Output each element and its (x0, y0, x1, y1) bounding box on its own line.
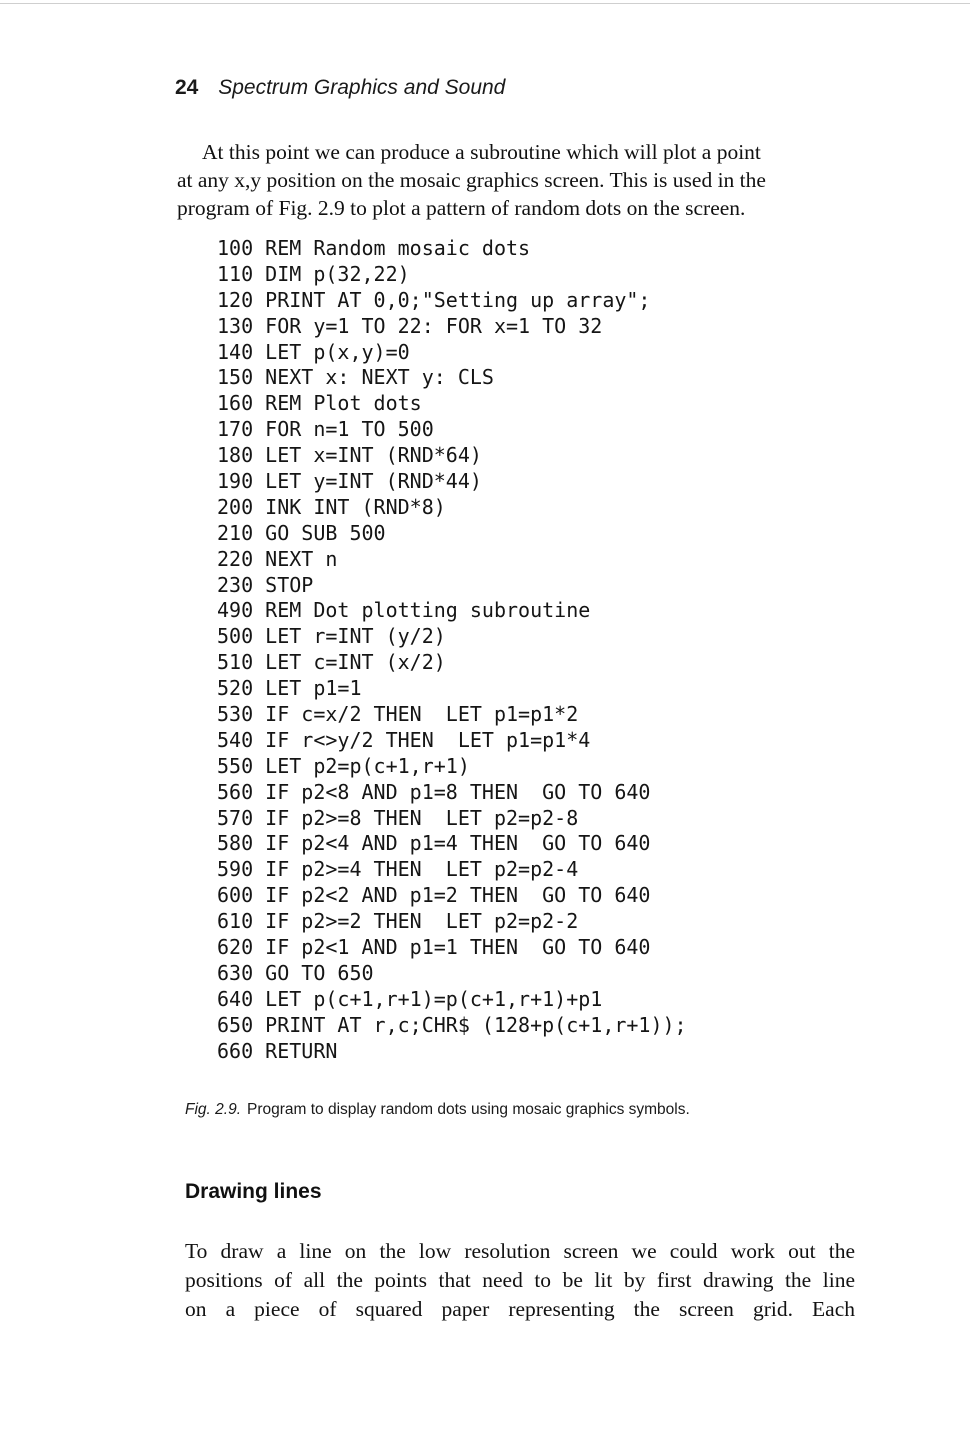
code-line: 230 STOP (217, 572, 314, 597)
intro-line: at any x,y position on the mosaic graphics screen. This is used in the (177, 168, 766, 192)
section-heading: Drawing lines (185, 1180, 322, 1203)
code-line: 620 IF p2<1 AND p1=1 THEN GO TO 640 (217, 935, 651, 960)
figure-caption-text: Program to display random dots using mosaic graphics symbols. (247, 1101, 690, 1118)
code-line: 170 FOR n=1 TO 500 (217, 417, 434, 442)
code-line: 540 IF r<>y/2 THEN LET p1=p1*4 (217, 727, 591, 752)
page-header (175, 76, 505, 100)
figure-caption (185, 1101, 690, 1119)
code-line: 590 IF p2>=4 THEN LET p2=p2-4 (217, 857, 579, 882)
code-line: 530 IF c=x/2 THEN LET p1=p1*2 (217, 702, 579, 727)
code-line: 520 LET p1=1 (217, 676, 362, 701)
code-line: 500 LET r=INT (y/2) (217, 624, 446, 649)
code-line: 200 INK INT (RND*8) (217, 494, 446, 519)
body-line: on a piece of squared paper representing the screen grid. Each (185, 1297, 855, 1321)
code-line: 110 DIM p(32,22) (217, 261, 410, 286)
code-line: 190 LET y=INT (RND*44) (217, 469, 482, 494)
code-line: 120 PRINT AT 0,0;"Setting up array"; (217, 287, 651, 312)
code-line: 650 PRINT AT r,c;CHR$ (128+p(c+1,r+1)); (217, 1012, 687, 1037)
code-line: 220 NEXT n (217, 546, 338, 571)
code-line: 180 LET x=INT (RND*64) (217, 443, 482, 468)
intro-paragraph (177, 138, 857, 222)
intro-line: program of Fig. 2.9 to plot a pattern of random dots on the screen. (177, 196, 746, 220)
running-title: Spectrum Graphics and Sound (218, 76, 506, 99)
code-line: 600 IF p2<2 AND p1=2 THEN GO TO 640 (217, 883, 651, 908)
body-paragraph (185, 1237, 855, 1324)
page-number: 24 (175, 76, 199, 99)
code-line: 510 LET c=INT (x/2) (217, 650, 446, 675)
code-line: 630 GO TO 650 (217, 960, 374, 985)
body-line: positions of all the points that need to be lit by first drawing the line (185, 1268, 855, 1292)
code-line: 580 IF p2<4 AND p1=4 THEN GO TO 640 (217, 831, 651, 856)
code-line: 570 IF p2>=8 THEN LET p2=p2-8 (217, 805, 579, 830)
code-line: 560 IF p2<8 AND p1=8 THEN GO TO 640 (217, 779, 651, 804)
code-line: 640 LET p(c+1,r+1)=p(c+1,r+1)+p1 (217, 986, 603, 1011)
code-line: 660 RETURN (217, 1038, 338, 1063)
code-line: 210 GO SUB 500 (217, 520, 386, 545)
program-listing (217, 236, 687, 1065)
body-line: To draw a line on the low resolution screen we could work out the (185, 1239, 855, 1263)
code-line: 550 LET p2=p(c+1,r+1) (217, 753, 470, 778)
figure-label: Fig. 2.9. (185, 1101, 241, 1118)
code-line: 150 NEXT x: NEXT y: CLS (217, 365, 494, 390)
code-line: 490 REM Dot plotting subroutine (217, 598, 591, 623)
code-line: 140 LET p(x,y)=0 (217, 339, 410, 364)
top-rule (0, 3, 970, 4)
code-line: 130 FOR y=1 TO 22: FOR x=1 TO 32 (217, 313, 603, 338)
code-line: 610 IF p2>=2 THEN LET p2=p2-2 (217, 909, 579, 934)
code-line: 100 REM Random mosaic dots (217, 236, 531, 260)
intro-line: At this point we can produce a subroutine which will plot a point (202, 140, 761, 164)
code-line: 160 REM Plot dots (217, 391, 422, 416)
